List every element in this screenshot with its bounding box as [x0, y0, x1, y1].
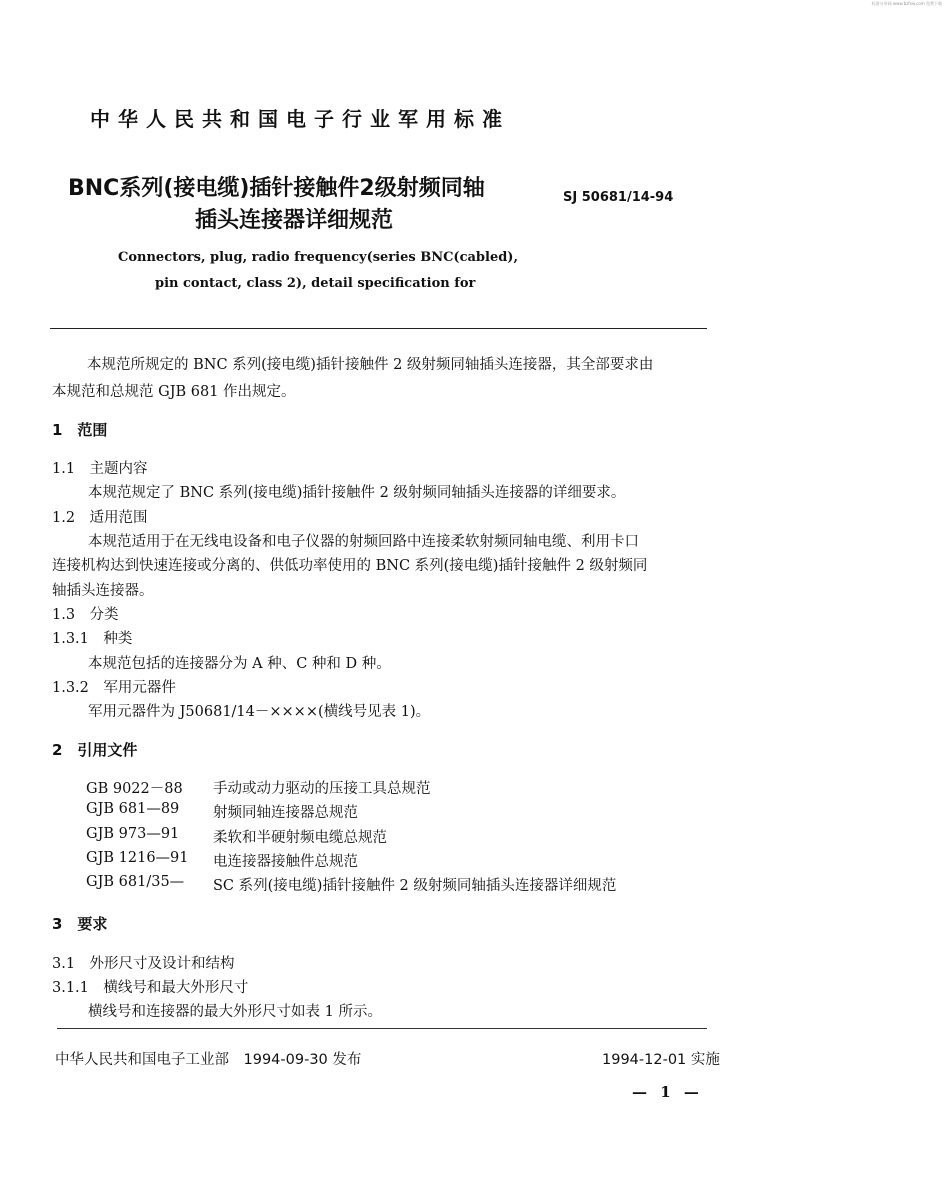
section-1-2-line-2: 连接机构达到快速连接或分离的、供低功率使用的 BNC 系列(接电缆)插针接触件 2 级射频同	[52, 558, 648, 574]
section-1-1-heading: 1.1 主题内容	[52, 461, 148, 477]
reference-title: 电连接器接触件总规范	[213, 854, 358, 870]
section-3-heading: 3 要求	[52, 915, 108, 933]
section-3-1-1-text: 横线号和连接器的最大外形尺寸如表 1 所示。	[88, 1004, 382, 1020]
section-1-2-line-3: 轴插头连接器。	[52, 583, 154, 599]
section-1-3-1-heading: 1.3.1 种类	[52, 631, 133, 647]
reference-title: 手动或动力驱动的压接工具总规范	[213, 781, 431, 797]
standard-header: 中华人民共和国电子行业军用标准	[90, 107, 510, 131]
section-1-2-heading: 1.2 适用范围	[52, 510, 148, 526]
reference-code: GJB 681/35—	[86, 874, 185, 890]
intro-line-1: 本规范所规定的 BNC 系列(接电缆)插针接触件 2 级射频同轴插头连接器，其全部要求由	[87, 357, 654, 373]
section-3-1-1-heading: 3.1.1 横线号和最大外形尺寸	[52, 980, 249, 996]
reference-code: GJB 681—89	[86, 801, 180, 817]
section-1-3-2-text: 军用元器件为 J50681/14－××××(横线号见表 1)。	[88, 704, 431, 720]
section-1-3-1-text: 本规范包括的连接器分为 A 种、C 种和 D 种。	[88, 656, 391, 672]
title-line-2: 插头连接器详细规范	[195, 208, 394, 233]
effective-date: 1994-12-01 实施	[602, 1052, 720, 1068]
reference-code: GJB 1216—91	[86, 850, 189, 866]
reference-code: GB 9022－88	[86, 781, 183, 797]
section-1-heading: 1 范围	[52, 421, 108, 439]
section-1-3-2-heading: 1.3.2 军用元器件	[52, 680, 176, 696]
reference-code: GJB 973—91	[86, 826, 180, 842]
intro-line-2: 本规范和总规范 GJB 681 作出规定。	[52, 384, 296, 400]
corner-watermark-note: 标准分享网 www.bzfxw.com 免费下载	[871, 1, 942, 6]
issuer-line: 中华人民共和国电子工业部 1994-09-30 发布	[55, 1052, 362, 1068]
page-number: — 1 —	[632, 1083, 703, 1101]
section-1-2-line-1: 本规范适用于在无线电设备和电子仪器的射频回路中连接柔软射频同轴电缆、利用卡口	[88, 534, 639, 550]
section-1-3-heading: 1.3 分类	[52, 607, 119, 623]
reference-title: 射频同轴连接器总规范	[213, 805, 358, 821]
top-divider	[50, 328, 707, 329]
reference-title: 柔软和半硬射频电缆总规范	[213, 830, 387, 846]
section-2-heading: 2 引用文件	[52, 741, 138, 759]
english-title-line-1: Connectors, plug, radio frequency(series BNC(cabled),	[118, 250, 518, 265]
english-title-line-2: pin contact, class 2), detail specification for	[155, 276, 476, 291]
section-3-1-heading: 3.1 外形尺寸及设计和结构	[52, 956, 235, 972]
section-1-1-text: 本规范规定了 BNC 系列(接电缆)插针接触件 2 级射频同轴插头连接器的详细要求。	[88, 485, 626, 501]
reference-title: SC 系列(接电缆)插针接触件 2 级射频同轴插头连接器详细规范	[213, 878, 617, 894]
title-line-1: BNC系列(接电缆)插针接触件2级射频同轴	[68, 176, 485, 201]
standard-code: SJ 50681/14-94	[563, 190, 674, 205]
footer-divider	[57, 1028, 707, 1029]
